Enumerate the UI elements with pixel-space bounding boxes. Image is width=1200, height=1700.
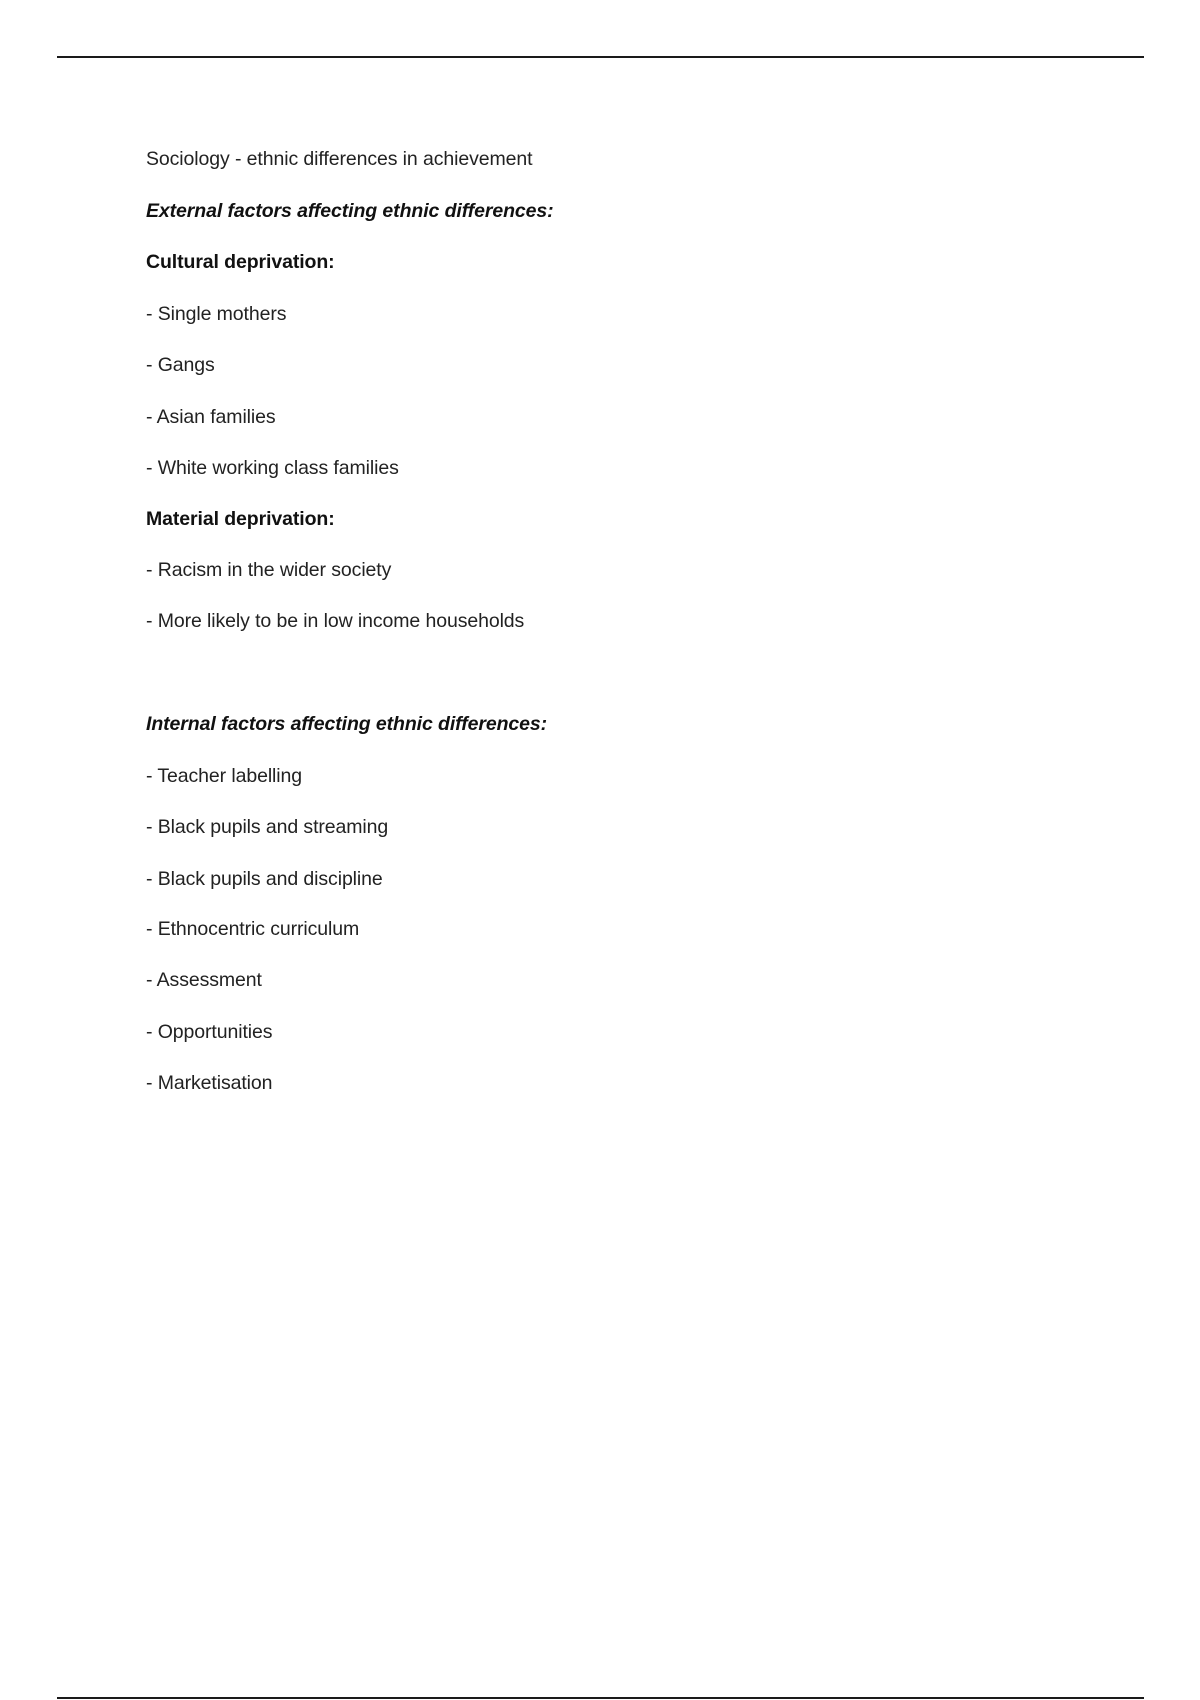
list-item: - Asian families: [146, 406, 276, 428]
list-item: - Assessment: [146, 969, 262, 991]
internal-factors-heading: Internal factors affecting ethnic differences:: [146, 713, 548, 735]
external-factors-heading: External factors affecting ethnic differences:: [146, 200, 554, 222]
list-item: - Racism in the wider society: [146, 559, 392, 581]
list-item: - Ethnocentric curriculum: [146, 918, 360, 940]
list-item: - White working class families: [146, 457, 399, 479]
list-item: - Gangs: [146, 354, 215, 376]
list-item: - Black pupils and streaming: [146, 816, 389, 838]
material-deprivation-heading: Material deprivation:: [146, 508, 335, 530]
list-item: - Marketisation: [146, 1072, 273, 1094]
list-item: - Single mothers: [146, 303, 287, 325]
footer-rule: [57, 1697, 1144, 1699]
cultural-deprivation-heading: Cultural deprivation:: [146, 251, 335, 273]
header-rule: [57, 56, 1144, 58]
list-item: - More likely to be in low income households: [146, 610, 525, 632]
list-item: - Black pupils and discipline: [146, 868, 383, 890]
list-item: - Opportunities: [146, 1021, 273, 1043]
list-item: - Teacher labelling: [146, 765, 303, 787]
document-title: Sociology - ethnic differences in achievement: [146, 148, 533, 170]
